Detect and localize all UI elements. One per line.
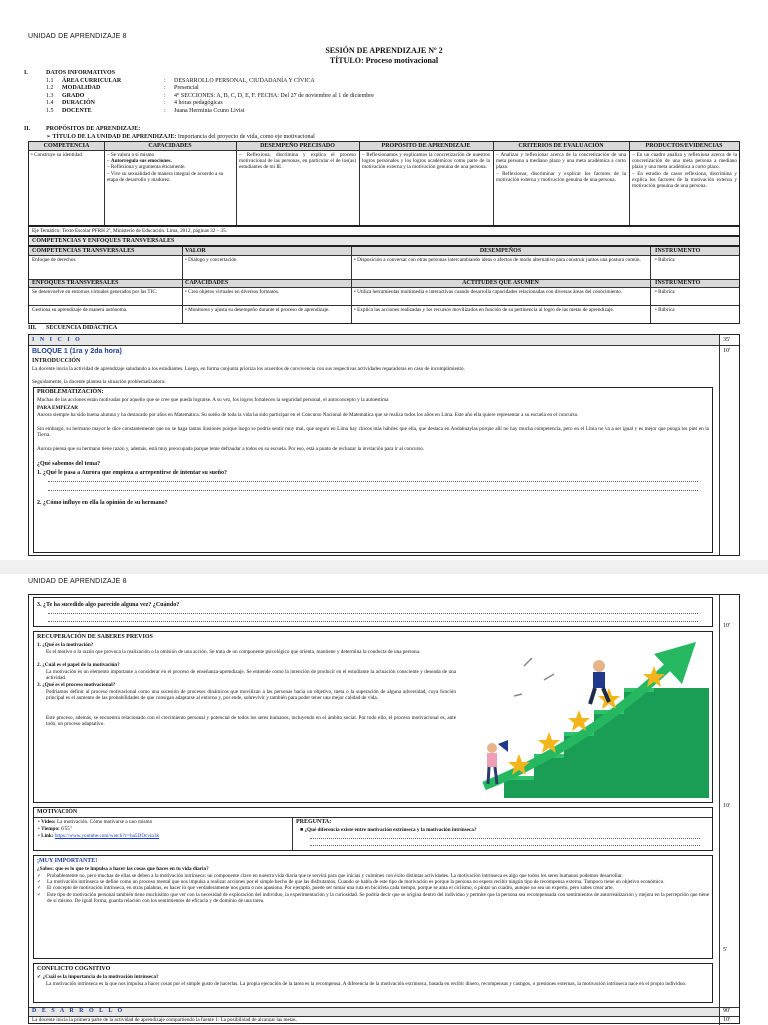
row2-actitud: • Utiliza herramientas multimedia e interactivas cuando desarrolla capacidades relacionadas con diversas áreas del conocimiento. [354,289,623,295]
row3-actitud: • Explica las acciones realizadas y los recursos movilizados en función de su pertinencia al logro de las metas de aprendizaje. [354,307,615,313]
row3-capacidad: • Monitorea y ajusta su desempeño durante el proceso de aprendizaje. [185,307,330,313]
time-a: 10' [723,623,731,629]
col-proposito: PROPÓSITO DE APRENDIZAJE [381,143,471,149]
unit-title-line: ➢ TÍTULO DE LA UNIDAD DE APRENDIZAJE: Importancia del proyecto de vida, como eje motivacional [46,134,315,140]
check-icon: ✓ [37,879,42,886]
bloque-time: 10' [723,348,731,354]
check-icon: ✓ [37,891,42,898]
th-instrumento-1: INSTRUMENTO [655,248,701,254]
col-criterios: CRITERIOS DE EVALUACIÓN [518,143,604,149]
secuencia-table-continued [28,594,740,1024]
section1-title: DATOS INFORMATIVOS [46,70,116,76]
q-title: ¿Qué sabemos del tema? [37,461,101,467]
desarrollo-time-2: 10' [723,1017,731,1023]
th-competencias-transversales: COMPETENCIAS TRANSVERSALES [32,248,135,254]
recup-a3b: Este proceso, además, se encuentra relacionado con el crecimiento personal y potencial de todos los seres humanos, incluyendo en el ámbito social. Por todo ello, el proceso motivacional es, ante todo, un proceso adaptativo. [46,715,456,728]
check-icon: ✓ [37,974,42,980]
inicio-time: 35' [723,337,731,343]
th-desempenos: DESEMPEÑOS [479,248,522,254]
productos-cell: – En un cuadro analiza y reflexiona acerca de la concretización de una meta persona a mediano plazo y una meta académica a corto plazo. – En estudio de casos reflexiona, discrimina y explica los factores de la motivación externa y motivación genuina de una persona. [632,152,737,190]
page-gap [0,560,768,574]
row1-valor: • Diálogo y concertación [185,257,237,263]
motiv-title: MOTIVACIÓN [37,809,78,815]
intro-title: INTRODUCCIÓN [32,358,81,364]
datos-list [46,78,746,115]
recup-q2: 2. ¿Cuál es el papel de la motivación? [37,662,120,668]
conf-answer: La motivación intrínseca es la que nos impulsa a hacer cosas por el simple gusto de hacerlas. La propia ejecución de la tarea es la recompensa. A diferencia de la motivación extrínseca, basada en recibir dinero, recompensas y castigos, o presiones externas, la motivación intrínseca nace en el propio individuo. [46,981,687,987]
motiv-tiempo: • Tiempo: 6'55'' [38,826,72,832]
section2-numeral: II. [24,126,31,132]
intro-text-2: Seguidamente, la docente plantea la situación problematizadora: [32,379,166,385]
conf-question: ✓ ¿Cuál es la importancia de la motivación intrínseca? [37,974,159,980]
question-1: 1. ¿Qué le pasa a Aurora que empieza a arrepentirse de intentar su sueño? [37,470,227,476]
conf-title: CONFLICTO COGNITIVO [37,966,111,972]
eje-tematico: Eje Temático: Texto Escolar PFRH 2º, Ministerio de Educación. Lima, 2012, páginas 32 – 35. [28,226,740,236]
inicio-label: I N I C I O [32,337,82,343]
criterios-cell: – Analizar y reflexionar acerca de la concretización de una meta persona a mediano plazo y una meta académica a corto plazo. – Reflexionar, discriminar y explicar los factores de la motivación externa y motivación genuina de una persona. [496,152,627,183]
datos-row-modalidad: 1.2 MODALIDAD : Presencial [46,85,199,92]
row1-desempeno: • Disposición a conversar con otras personas intercambiando ideas o afectos de modo alternativo para construir juntos una postura común. [354,257,641,263]
question-3: 3. ¿Te ha sucedido algo parecido alguna vez? ¿Cuándo? [37,602,180,608]
col-desempeno: DESEMPEÑO PRECISADO [260,143,335,149]
motiv-link-line: • Link: https://www.youtube.com/watch?v=ha5DDcvin3k [38,833,160,839]
session-subtitle: TÍTULO: Proceso motivacional [329,56,439,65]
datos-row-duracion: 1.4 DURACIÓN : 4 horas pedagógicas [46,100,223,107]
desarrollo-label: D E S A R R O L L O [32,1008,125,1014]
col-productos: PRODUCTOS/EVIDENCIAS [645,143,723,149]
page-header-label-2: UNIDAD DE APRENDIZAJE 8 [28,578,127,585]
recup-title: RECUPERACIÓN DE SABERES PREVIOS [37,634,153,640]
row1-instrumento: • Rúbrica [655,257,675,263]
question-2: 2. ¿Cómo influye en ella la opinión de su hermano? [37,500,168,506]
prob-p3: Sin embargo, su hermano mayor le dice constantemente que no se haga tantas ilusiones porque luego se podría sentir muy mal, que seguro en Lima hay chicos más hábiles que ella, que destaca en Andahuaylas porque allí no hay mucha competencia, pero en el Lima no va a ser igual y es mejor que ponga los pies en la Tierra. [37,426,709,439]
transversales-table [28,246,740,324]
desarrollo-text: La docente inicia la primera parte de la actividad de aprendizaje compartiendo la fuente 1: La posibilidad de alcanzar las metas. [32,1017,297,1023]
propositos-table [28,141,740,226]
bloque-label: BLOQUE 1 (1ra y 2da hora) [32,348,122,355]
row3-instrumento: • Rúbrica [655,307,675,313]
imp-title: ¡MUY IMPORTANTE! [37,858,98,864]
check-icon: ✓ [37,885,42,892]
th-valor: VALOR [185,248,206,254]
capacidades-cell: – Se valora a sí mismo – Autorregula sus emociones. – Reflexiona y argumenta éticamente. – Vive su sexualidad de manera integral de acuerdo a su etapa de desarrollo y madurez. [107,152,224,183]
datos-row-docente: 1.5 DOCENTE : Juana Herminia Ccuno Livisi [46,107,245,114]
page-header-label: UNIDAD DE APRENDIZAJE 8 [28,33,127,40]
row2-capacidad: • Crea objetos virtuales en diversos formatos. [185,289,280,295]
datos-row-grado: 1.3 GRADO : 4° SECCIONES: A, B, C, D, E, F. FECHA: Del 27 de noviembre al 1 de diciembre [46,92,374,99]
prob-sub: PARA EMPEZAR [37,405,78,411]
problematizacion-box [33,387,713,553]
pregunta-value: ■ ¿Qué diferencia existe entre motivación extrínseca y la motivación intrínseca? [300,827,477,833]
recup-a1: Es el motivo o la razón que provoca la realización o la omisión de una acción. Se trata de un componente psicológico que orienta, mantiene y determina la conducta de una persona. [46,649,421,655]
proposito-cell: – Reflexionamos y explicamos la concretización de nuestros logros personales y los logros académicos como parte de la motivación externa y la motivación genuina de una persona. [362,152,491,171]
recup-a3: Podríamos definir al proceso motivacional como una sucesión de procesos dinámicos que movilizan a las personas hacia un objetivo, meta o la superación de alguna adversidad, cuya función principal es el aumento de las probabilidades de que consigan adaptarse al entorno y, por ende, sobrevivir y también para poder tener una mejor calidad de vida. [46,689,456,702]
conflicto-box [33,963,713,1003]
row1-enfoque: Enfoque de derechos [32,257,76,263]
row2-enfoque: Se desenvuelve en entornos virtuales generados por las TIC. [32,289,158,295]
secuencia-table [28,334,740,556]
prob-title: PROBLEMATIZACIÓN: [37,389,104,395]
time-c: 5' [723,947,728,953]
prob-p4: Aurora piensa que su hermano tiene razón y, además, está muy preocupada porque teme defraudar a todos en su escuela. Por eso, está a punto de rechazar la invitación para ir al concurso. [37,446,425,452]
motivacion-box [33,807,713,851]
intro-text: La docente inicia la actividad de aprendizaje saludando a los estudiantes. Luego, en forma conjunta prioriza los acuerdos de convivencia con sus respectivas actividades reparadoras en caso de incumplimiento. [32,366,465,372]
col-capacidades: CAPACIDADES [148,143,192,149]
time-b: 10' [723,803,731,809]
th-instrumento-2: INSTRUMENTO [655,280,701,286]
transversales-title: COMPETENCIAS Y ENFOQUES TRANSVERSALES [28,236,740,246]
document-page-2 [0,574,768,1024]
desempeno-cell: – Reflexiona, discrimina y explica el proceso motivacional de las personas, en particular el de los(as) estudiantes de mi IE. [239,152,356,171]
th-enfoques-transversales: ENFOQUES TRANSVERSALES [32,280,119,286]
competencia-cell: • Construye su identidad. [31,152,84,158]
desarrollo-time: 90' [723,1008,731,1014]
motivation-staircase-illustration [464,636,709,801]
imp-list: ✓ Probablemente no, pero muchas de ellas se deben a la motivación intrínseca: un componente clave en nuestra vida diaria que te servirá para que inicias y culmines con éxito distintas actividades. La motivación intrínseca es algo que todos los seres humanos podemos desarrollar. ✓ La motivación intrínseca se define como un proceso mental que nos impulsa a realizar acciones por el simple hecho de que las disfrutamos. Cuando se habla de este tipo de motivación es porque la persona no espera recibir ningún tipo de recompensa externa. Tampoco tiene un objetivo económico. ✓ El concepto de motivación intrínseca, en otras palabras, es hacer lo que verdaderamente nos gusta o nos apasiona. Por ejemplo, puede ser tomar una ruta en bicicleta cada tiempo, porque se ama el ciclismo, o pintar un cuadro, aunque no sea un experto, pero sabes crear arte. ✓ Este tipo de motivación personal también tiene muchísimo que ver con la necesidad de exploración del individuo, la experimentación y la curiosidad. Se podría decir que se origina dentro del individuo y permite que la persona sea recompensada con sentimientos de autorrealización y mejora en la percepción que tiene de sí mismo. De igual forma, guarda relación con los sentimientos de eficacia y de dominio de una tarea. [37,873,709,904]
prob-p2: Aurora siempre ha sido buena alumna y ha destacado por años en Matemática. Su sueño de toda la vida ha sido participar en el Concurso Nacional de Matemática que se realiza todos los años en Lima. Este año ella quiere representar a su escuela en el concurso. [37,412,579,418]
check-icon: ✓ [37,873,42,879]
arrow-bullet-icon: ➢ [46,134,52,140]
recup-a2: La motivación es un elemento importante a considerar en el proceso de enseñanza-aprendizaje. Se entiende como la intención de producir en el estudiante la actuación consciente y deseada de una actividad. [46,669,456,682]
th-capacidades: CAPACIDADES [185,280,229,286]
question-3-box [33,597,713,627]
datos-row-area: 1.1 ÁREA CURRICULAR : DESARROLLO PERSONAL, CIUDADANÍA Y CÍVICA [46,78,315,84]
session-title: SESIÓN DE APRENDIZAJE Nº 2 [325,46,443,55]
col-competencia: COMPETENCIA [43,143,90,149]
section2-title: PROPÓSITOS DE APRENDIZAJE: [46,126,141,132]
motiv-video: • Video: La motivación. Cómo motivarse a uno mismo [38,819,153,825]
recuperacion-box [33,631,713,803]
youtube-link[interactable]: https://www.youtube.com/watch?v=ha5DDcvin3k [54,833,160,839]
section3-title: SECUENCIA DIDÁCTICA [46,325,118,331]
pregunta-label: PREGUNTA: [296,819,332,825]
prob-p1: Muchas de las acciones están motivadas por aquello que se cree que pueda lograrse. A su vez, los logros fortalecen la seguridad personal, el autoconcepto y la autoestima [37,397,389,403]
recup-q3: 3. ¿Qué es el proceso motivacional? [37,682,116,688]
recup-q1: 1. ¿Qué es la motivación? [37,642,94,648]
row3-enfoque: Gestiona su aprendizaje de manera autónoma. [32,307,128,313]
th-actitudes: ACTITUDES QUE ASUMEN [462,280,539,286]
row2-instrumento: • Rúbrica [655,289,675,295]
imp-question: ¿Sabes: que es lo que te impulsa a hacer las cosas que haces en tu vida diaria? [37,866,209,872]
muy-importante-box [33,855,713,959]
section1-numeral: I. [24,70,28,76]
section3-numeral: III. [28,325,37,331]
